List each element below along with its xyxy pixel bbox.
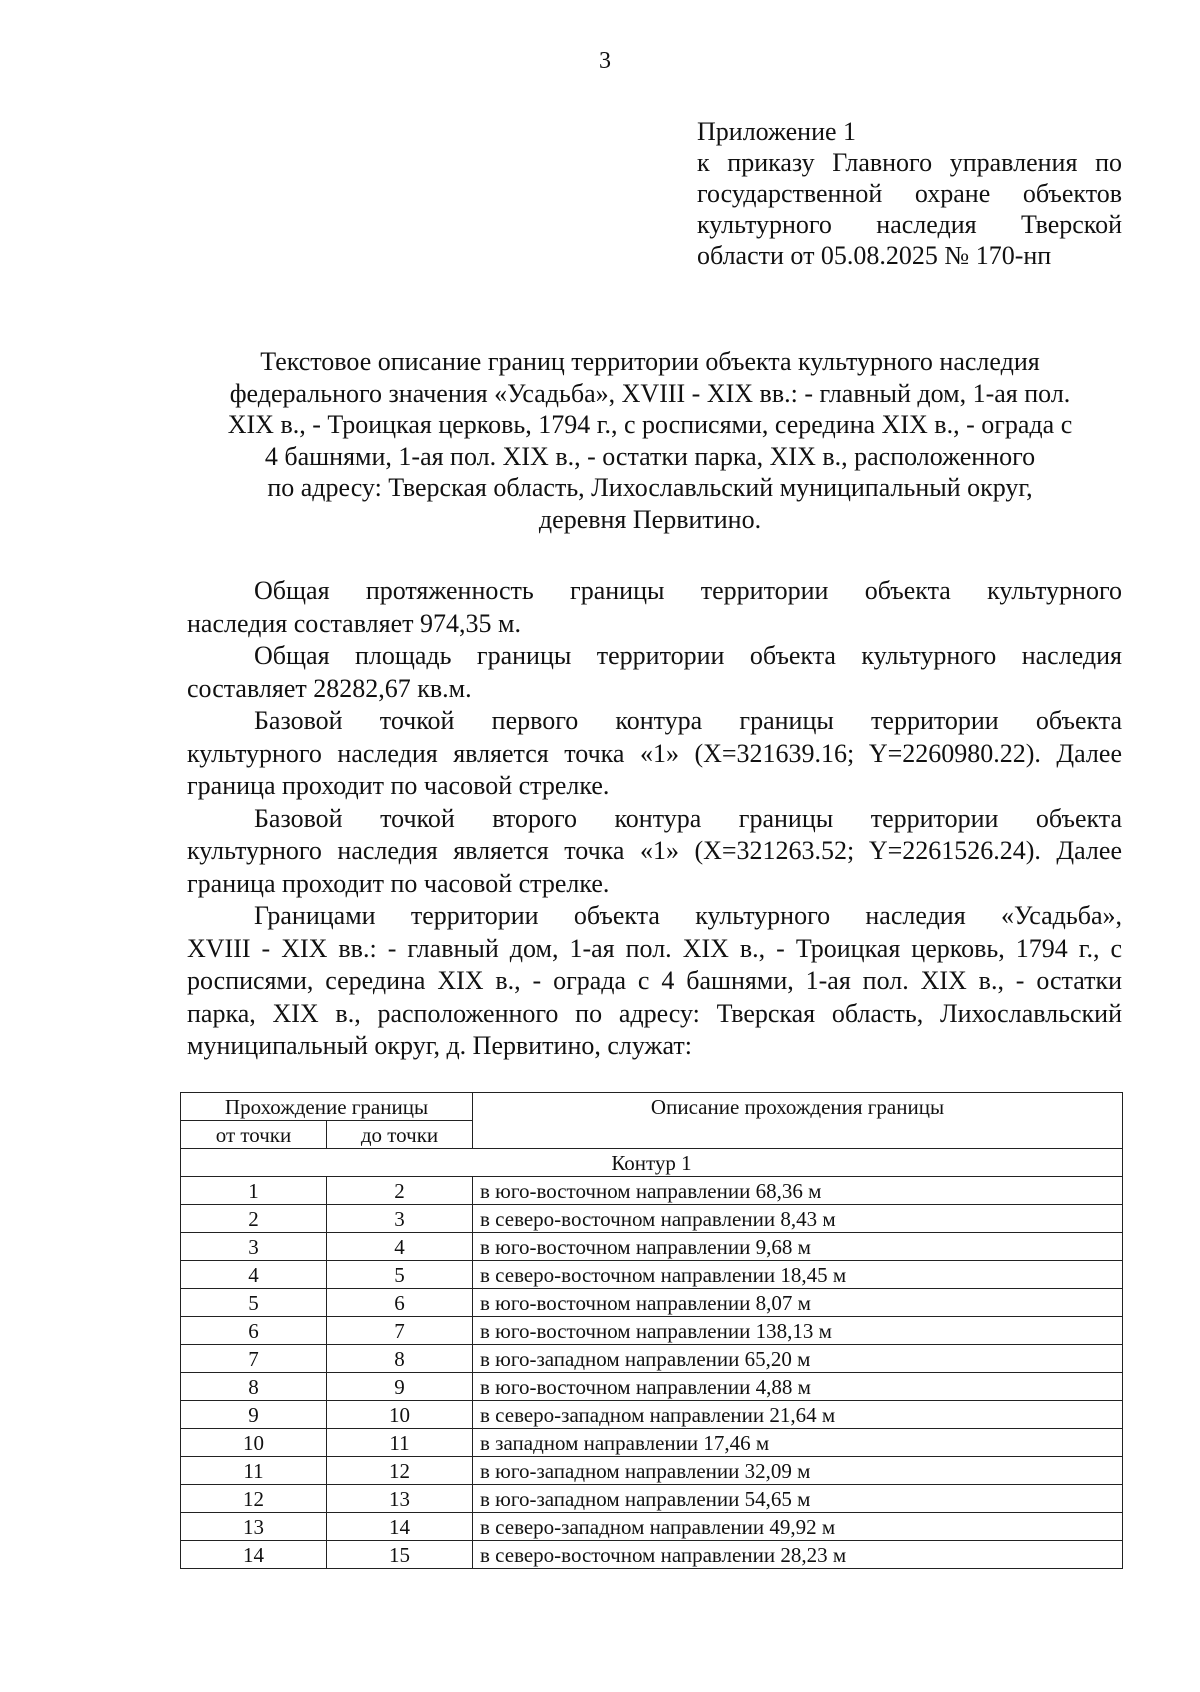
cell-to-point: 14	[327, 1513, 473, 1541]
table-row	[181, 1261, 1123, 1289]
cell-description: в юго-западном направлении 54,65 м	[473, 1485, 1123, 1513]
paragraph-line: Общая протяженность границы территории объекта культурного	[254, 576, 1122, 605]
cell-from-point: 7	[181, 1345, 327, 1373]
cell-to-point: 3	[327, 1205, 473, 1233]
document-title	[170, 346, 1130, 535]
boundary-table	[180, 1092, 1123, 1569]
paragraph-line: наследия составляет 974,35 м.	[187, 608, 521, 638]
cell-description: в юго-восточном направлении 8,07 м	[473, 1289, 1123, 1317]
cell-from-point: 13	[181, 1513, 327, 1541]
table-row	[181, 1289, 1123, 1317]
paragraph-line: Базовой точкой второго контура границы территории объекта	[254, 803, 1122, 833]
cell-description: в юго-западном направлении 65,20 м	[473, 1345, 1123, 1373]
cell-description: в юго-западном направлении 32,09 м	[473, 1457, 1123, 1485]
table-row	[181, 1429, 1123, 1457]
contour-row	[181, 1149, 1123, 1177]
cell-from-point: 2	[181, 1205, 327, 1233]
table-row	[181, 1513, 1123, 1541]
paragraph-line: Границами территории объекта культурного наследия «Усадьба»,	[254, 901, 1122, 930]
cell-to-point: 8	[327, 1345, 473, 1373]
appendix-line: к приказу Главного управления по	[697, 148, 1122, 177]
table-row	[181, 1205, 1123, 1233]
table-row	[181, 1373, 1123, 1401]
title-line: федерального значения «Усадьба», XVIII - XIX вв.: - главный дом, 1-ая пол.	[229, 378, 1071, 408]
cell-from-point: 12	[181, 1485, 327, 1513]
appendix-block	[697, 116, 1122, 271]
table-row	[181, 1345, 1123, 1373]
table-body	[181, 1149, 1123, 1569]
paragraph-total-length	[187, 575, 1122, 640]
title-line: по адресу: Тверская область, Лихославльский муниципальный округ,	[267, 473, 1033, 502]
appendix-line: государственной охране объектов	[697, 179, 1122, 208]
cell-description: в юго-восточном направлении 138,13 м	[473, 1317, 1123, 1345]
paragraph-line: культурного наследия является точка «1» (X=321263.52; Y=2261526.24). Далее	[187, 836, 1122, 865]
paragraph-line: парка, XIX в., расположенного по адресу: Тверская область, Лихославльский	[187, 998, 1122, 1028]
cell-to-point: 2	[327, 1177, 473, 1205]
header-to-point: до точки	[327, 1121, 473, 1149]
cell-from-point: 14	[181, 1541, 327, 1569]
appendix-line: культурного наследия Тверской	[697, 210, 1122, 239]
header-passage: Прохождение границы	[181, 1093, 473, 1121]
page-number: 3	[599, 48, 611, 74]
cell-to-point: 5	[327, 1261, 473, 1289]
table-header-row	[181, 1093, 1123, 1121]
table-row	[181, 1457, 1123, 1485]
cell-to-point: 6	[327, 1289, 473, 1317]
cell-to-point: 15	[327, 1541, 473, 1569]
body-text	[187, 575, 1122, 1063]
header-description: Описание прохождения границы	[473, 1093, 1123, 1149]
cell-to-point: 13	[327, 1485, 473, 1513]
cell-description: в северо-восточном направлении 28,23 м	[473, 1541, 1123, 1569]
paragraph-line: граница проходит по часовой стрелке.	[187, 771, 610, 800]
cell-description: в западном направлении 17,46 м	[473, 1429, 1123, 1457]
cell-from-point: 11	[181, 1457, 327, 1485]
table-row	[181, 1317, 1123, 1345]
table-row	[181, 1541, 1123, 1569]
cell-from-point: 5	[181, 1289, 327, 1317]
paragraph-contour-1-base	[187, 705, 1122, 803]
contour-label: Контур 1	[181, 1149, 1123, 1177]
table-row	[181, 1401, 1123, 1429]
cell-to-point: 10	[327, 1401, 473, 1429]
cell-to-point: 12	[327, 1457, 473, 1485]
title-line: XIX в., - Троицкая церковь, 1794 г., с росписями, середина XIX в., - ограда с	[227, 410, 1073, 439]
cell-to-point: 4	[327, 1233, 473, 1261]
table-row	[181, 1485, 1123, 1513]
cell-description: в юго-восточном направлении 4,88 м	[473, 1373, 1123, 1401]
paragraph-line: составляет 28282,67 кв.м.	[187, 673, 472, 703]
table-row	[181, 1177, 1123, 1205]
paragraph-line: XVIII - XIX вв.: - главный дом, 1-ая пол. XIX в., - Троицкая церковь, 1794 г., с	[187, 933, 1122, 963]
cell-from-point: 10	[181, 1429, 327, 1457]
cell-description: в северо-восточном направлении 8,43 м	[473, 1205, 1123, 1233]
cell-to-point: 11	[327, 1429, 473, 1457]
cell-description: в северо-восточном направлении 18,45 м	[473, 1261, 1123, 1289]
appendix-line: области от 05.08.2025 № 170-нп	[697, 241, 1052, 270]
cell-description: в юго-восточном направлении 68,36 м	[473, 1177, 1123, 1205]
cell-from-point: 9	[181, 1401, 327, 1429]
paragraph-line: Общая площадь границы территории объекта культурного наследия	[254, 641, 1122, 670]
header-from-point: от точки	[181, 1121, 327, 1149]
paragraph-line: муниципальный округ, д. Первитино, служат:	[187, 1031, 692, 1060]
cell-from-point: 6	[181, 1317, 327, 1345]
cell-from-point: 4	[181, 1261, 327, 1289]
paragraph-line: граница проходит по часовой стрелке.	[187, 868, 610, 898]
cell-description: в юго-восточном направлении 9,68 м	[473, 1233, 1123, 1261]
cell-from-point: 3	[181, 1233, 327, 1261]
cell-description: в северо-западном направлении 21,64 м	[473, 1401, 1123, 1429]
paragraph-boundaries	[187, 900, 1122, 1063]
cell-description: в северо-западном направлении 49,92 м	[473, 1513, 1123, 1541]
paragraph-total-area	[187, 640, 1122, 705]
paragraph-contour-2-base	[187, 803, 1122, 901]
table-row	[181, 1233, 1123, 1261]
appendix-line: Приложение 1	[697, 117, 857, 146]
paragraph-line: Базовой точкой первого контура границы территории объекта	[254, 706, 1122, 735]
cell-from-point: 8	[181, 1373, 327, 1401]
cell-to-point: 9	[327, 1373, 473, 1401]
title-line: деревня Первитино.	[538, 504, 762, 534]
cell-from-point: 1	[181, 1177, 327, 1205]
paragraph-line: культурного наследия является точка «1» (X=321639.16; Y=2260980.22). Далее	[187, 738, 1122, 768]
cell-to-point: 7	[327, 1317, 473, 1345]
title-line: Текстовое описание границ территории объекта культурного наследия	[260, 347, 1040, 376]
title-line: 4 башнями, 1-ая пол. XIX в., - остатки парка, XIX в., расположенного	[264, 441, 1036, 471]
paragraph-line: росписями, середина XIX в., - ограда с 4 башнями, 1-ая пол. XIX в., - остатки	[187, 966, 1122, 995]
